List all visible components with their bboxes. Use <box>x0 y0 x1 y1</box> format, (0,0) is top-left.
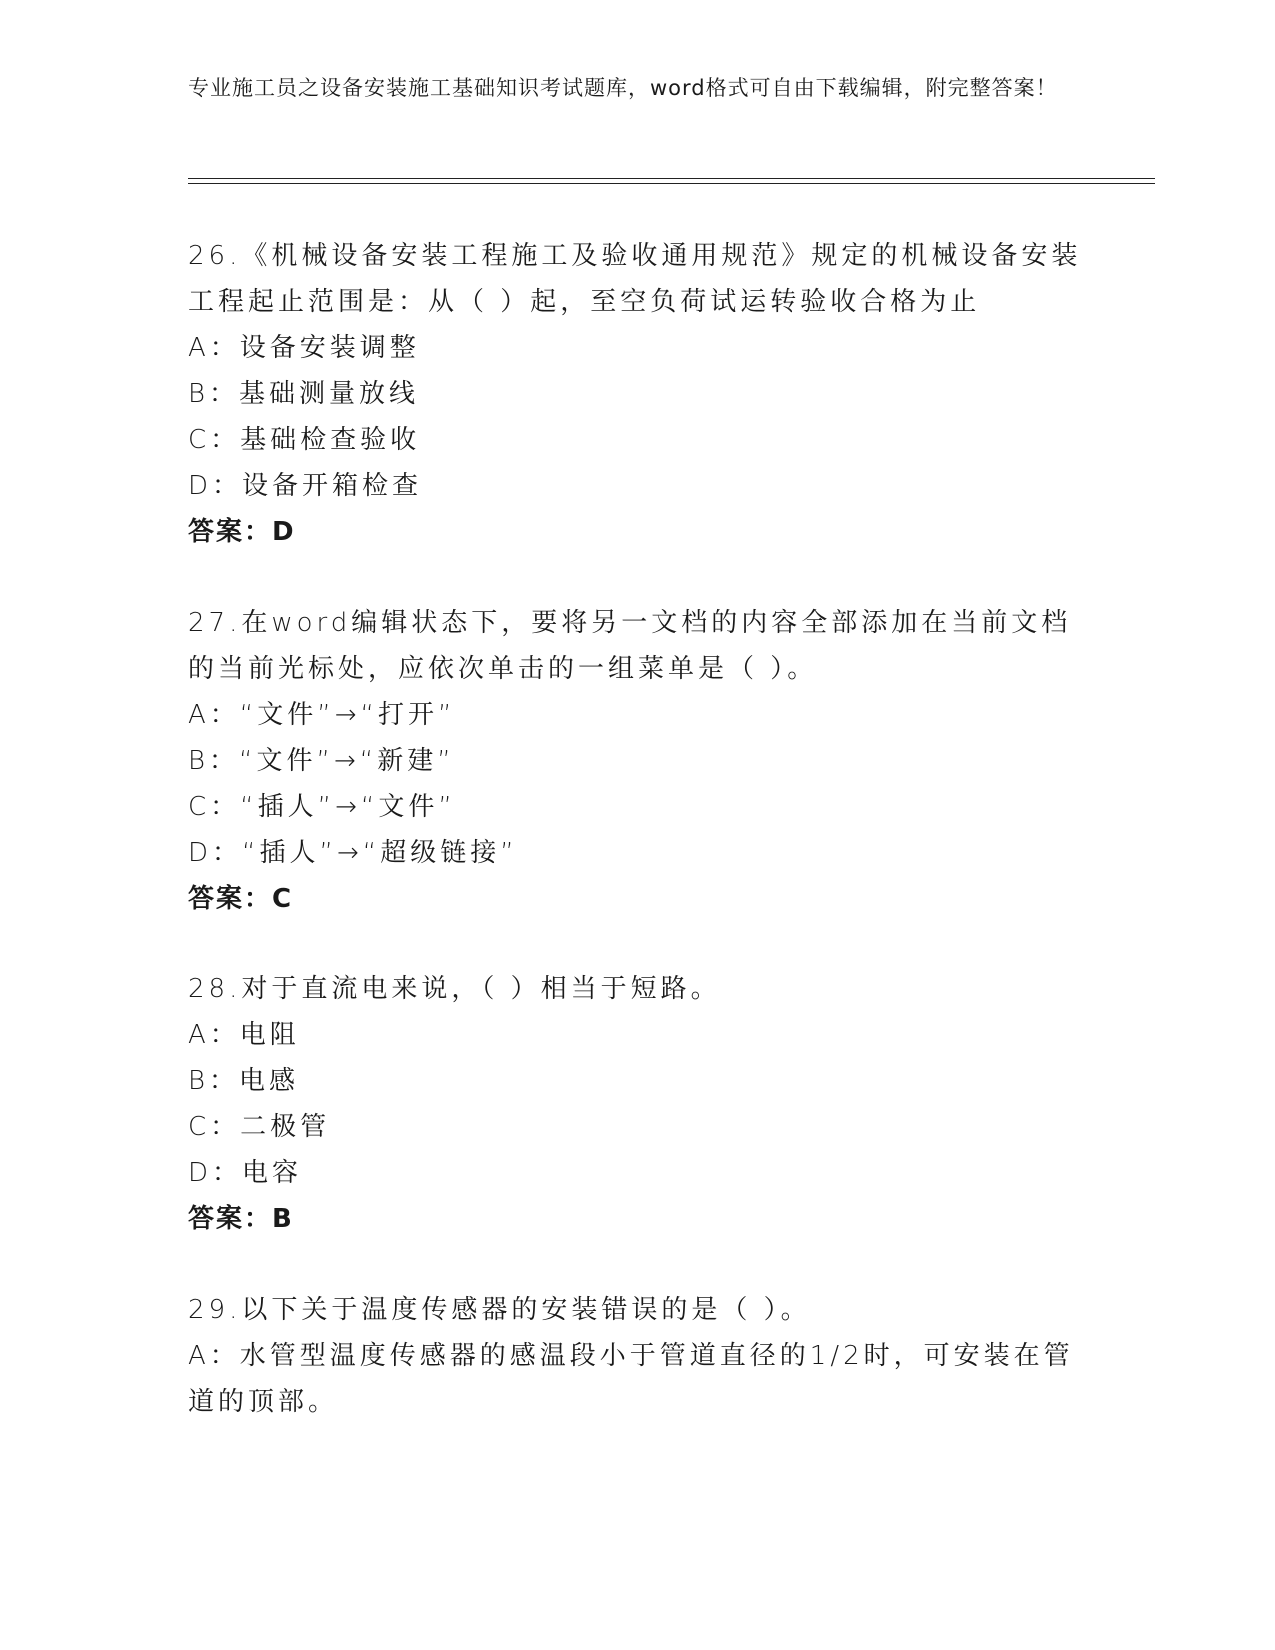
answer: 答案：D <box>188 517 296 547</box>
option-b: B：“文件”→“新建” <box>188 746 455 776</box>
option-c: C：“插人”→“文件” <box>188 792 456 822</box>
option-c: C：基础检查验收 <box>188 425 421 455</box>
option-a: A：设备安装调整 <box>188 333 420 363</box>
question-stem: 28.对于直流电来说，（ ）相当于短路。 <box>188 974 721 1004</box>
answer: 答案：B <box>188 1204 294 1234</box>
answer: 答案：C <box>188 884 294 914</box>
option-a: A：“文件”→“打开” <box>188 700 456 730</box>
question-26 <box>188 233 1088 555</box>
option-b: B：基础测量放线 <box>188 379 420 409</box>
option-a: A：水管型温度传感器的感温段小于管道直径的1/2时，可安装在管道的顶部。 <box>188 1341 1074 1417</box>
document-header: 专业施工员之设备安装施工基础知识考试题库，word格式可自由下载编辑，附完整答案！ <box>188 76 1058 100</box>
question-stem: 29.以下关于温度传感器的安装错误的是（ ）。 <box>188 1295 811 1325</box>
option-c: C：二极管 <box>188 1112 331 1142</box>
question-29 <box>188 1287 1088 1425</box>
option-b: B：电感 <box>188 1066 300 1096</box>
option-d: D：“插人”→“超级链接” <box>188 838 518 868</box>
header-divider-bottom <box>188 183 1155 184</box>
question-stem: 27.在word编辑状态下，要将另一文档的内容全部添加在当前文档的当前光标处，应依次单击的一组菜单是（ ）。 <box>188 608 1072 684</box>
question-27 <box>188 600 1088 922</box>
option-d: D：电容 <box>188 1158 303 1188</box>
header-divider-top <box>188 178 1155 179</box>
option-d: D：设备开箱检查 <box>188 471 423 501</box>
option-a: A：电阻 <box>188 1020 300 1050</box>
question-stem: 26.《机械设备安装工程施工及验收通用规范》规定的机械设备安装工程起止范围是：从（ ）起，至空负荷试运转验收合格为止 <box>188 241 1082 317</box>
question-28 <box>188 966 1088 1242</box>
